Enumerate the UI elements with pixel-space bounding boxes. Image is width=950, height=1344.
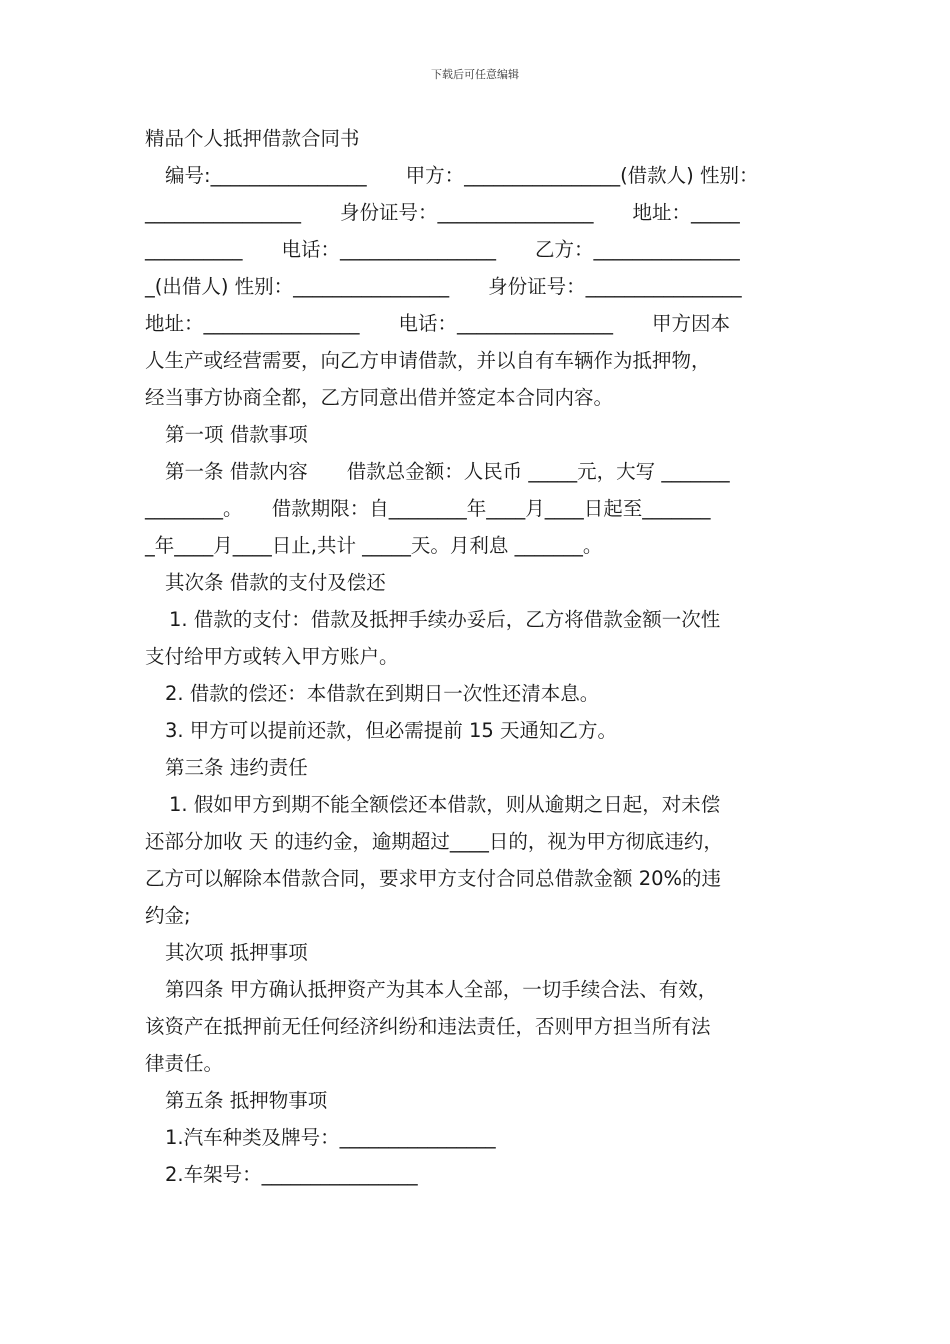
article5-item-2: 2.车架号：________________	[165, 1163, 418, 1186]
article4-line-1: 第四条 甲方确认抵押资产为其本人全部，一切手续合法、有效，	[165, 978, 718, 1001]
article4-line-2: 该资产在抵押前无任何经济纠纷和违法责任，否则甲方担当所有法	[145, 1015, 711, 1038]
parties-line-6: 人生产或经营需要，向乙方申请借款，并以自有车辆作为抵押物，	[145, 349, 711, 372]
article1-line-2: ________。 借款期限：自________年____月____日起至_______	[145, 497, 711, 520]
parties-line-1: 编号:________________ 甲方：________________(借款人) 性别：	[165, 164, 759, 187]
article4-line-3: 律责任。	[145, 1052, 224, 1075]
article3-line-3: 乙方可以解除本借款合同，要求甲方支付合同总借款金额 20%的违	[145, 867, 722, 890]
page-header: 下载后可任意编辑	[431, 68, 519, 81]
article2-title: 其次条 借款的支付及偿还	[165, 571, 386, 594]
parties-line-5: 地址：________________ 电话：________________ 甲方因本	[145, 312, 731, 335]
parties-line-7: 经当事方协商全都，乙方同意出借并签定本合同内容。	[145, 386, 614, 409]
section-heading-loan: 第一项 借款事项	[165, 423, 308, 446]
article5-item-1: 1.汽车种类及牌号：________________	[165, 1126, 496, 1149]
article3-line-1: 1. 假如甲方到期不能全额偿还本借款，则从逾期之日起，对未偿	[169, 793, 721, 816]
section-heading-mortgage: 其次项 抵押事项	[165, 941, 308, 964]
article5-title: 第五条 抵押物事项	[165, 1089, 328, 1112]
document-title: 精品个人抵押借款合同书	[145, 127, 360, 150]
article2-item-3: 3. 甲方可以提前还款，但必需提前 15 天通知乙方。	[165, 719, 618, 742]
article3-line-4: 约金;	[145, 904, 191, 927]
parties-line-2: ________________ 身份证号：________________ 地址：_____	[145, 201, 740, 224]
article2-item-1-line-2: 支付给甲方或转入甲方账户。	[145, 645, 399, 668]
article3-line-2: 还部分加收 天 的违约金，逾期超过____日的，视为甲方彻底违约，	[145, 830, 723, 853]
article1-line-3: _年____月____日止,共计 _____天。月利息 _______。	[145, 534, 603, 557]
contract-body	[145, 120, 810, 1193]
parties-line-3: __________ 电话：________________ 乙方：_______________	[145, 238, 740, 261]
parties-line-4: _(出借人) 性别：________________ 身份证号：________________	[145, 275, 742, 298]
article1-line-1: 第一条 借款内容 借款总金额：人民币 _____元，大写 _______	[165, 460, 730, 483]
article3-title: 第三条 违约责任	[165, 756, 308, 779]
article2-item-2: 2. 借款的偿还：本借款在到期日一次性还清本息。	[165, 682, 600, 705]
article2-item-1-line-1: 1. 借款的支付：借款及抵押手续办妥后，乙方将借款金额一次性	[169, 608, 721, 631]
